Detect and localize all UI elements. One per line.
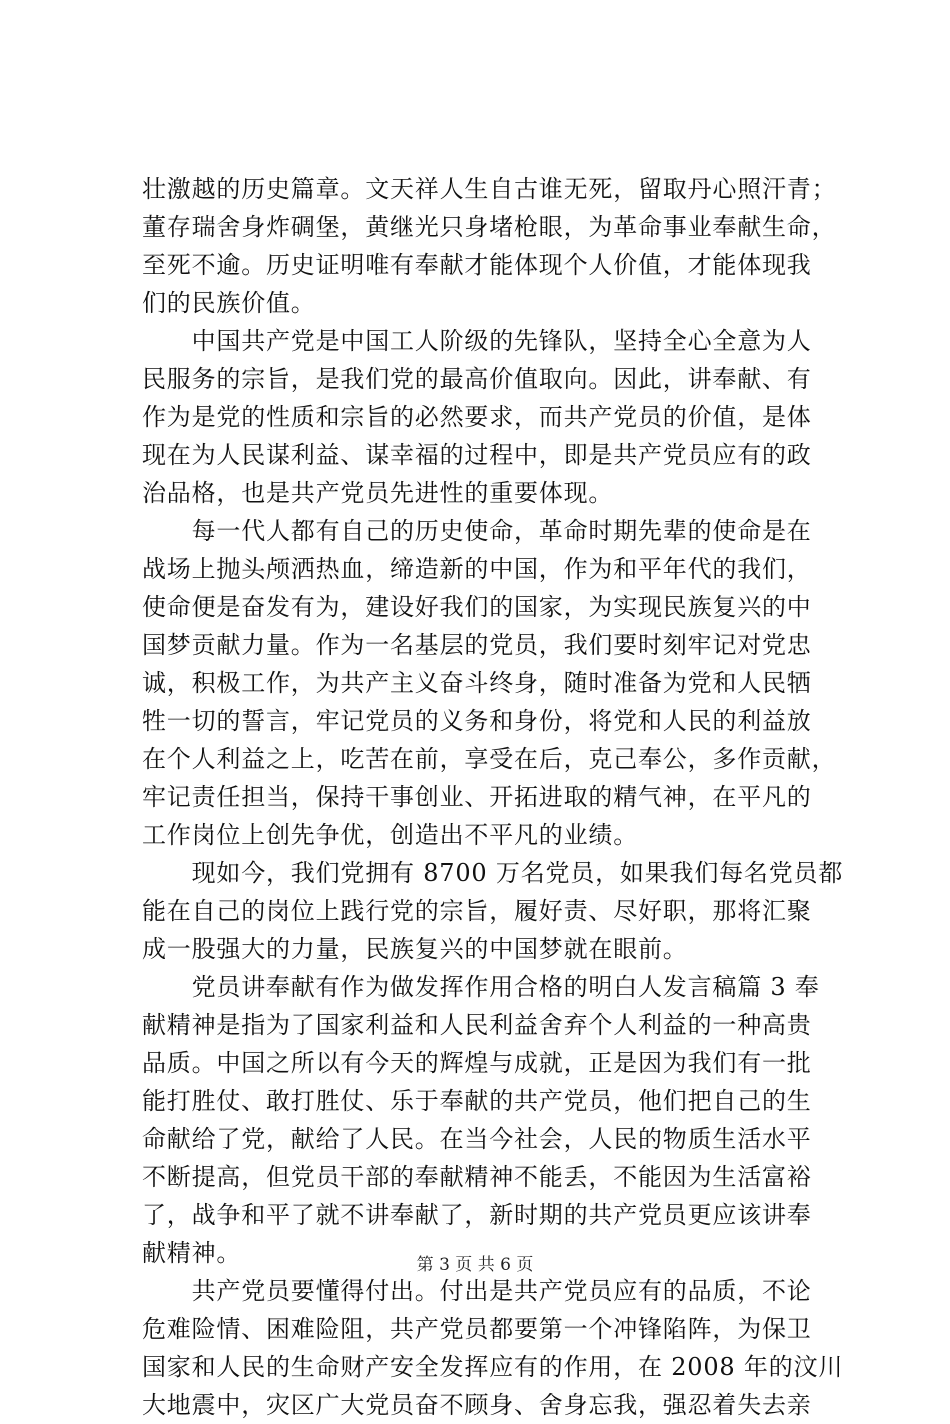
text-line: 使命便是奋发有为，建设好我们的国家，为实现民族复兴的中 (142, 593, 812, 621)
text-line: 作为是党的性质和宗旨的必然要求，而共产党员的价值，是体 (142, 403, 812, 431)
text-line: 每一代人都有自己的历史使命，革命时期先辈的使命是在 (142, 517, 812, 545)
text-line: 壮激越的历史篇章。文天祥人生自古谁无死，留取丹心照汗青； (142, 175, 837, 203)
text-line: 不断提高，但党员干部的奉献精神不能丢，不能因为生活富裕 (142, 1163, 812, 1191)
text-line: 献精神是指为了国家利益和人民利益舍弃个人利益的一种高贵 (142, 1011, 812, 1039)
text-line: 牢记责任担当，保持干事创业、开拓进取的精气神，在平凡的 (142, 783, 812, 811)
text-line: 成一股强大的力量，民族复兴的中国梦就在眼前。 (142, 935, 688, 963)
text-line: 共产党员要懂得付出。付出是共产党员应有的品质，不论 (142, 1277, 812, 1305)
page-number: 第 3 页 共 6 页 (416, 1255, 534, 1275)
document-body (142, 170, 842, 1424)
text-line: 民服务的宗旨，是我们党的最高价值取向。因此，讲奉献、有 (142, 365, 812, 393)
text-line: 牲一切的誓言，牢记党员的义务和身份，将党和人民的利益放 (142, 707, 812, 735)
text-line: 献精神。 (142, 1239, 242, 1267)
text-line: 大地震中，灾区广大党员奋不顾身、舍身忘我，强忍着失去亲 (142, 1391, 812, 1419)
text-line: 能打胜仗、敢打胜仗、乐于奉献的共产党员，他们把自己的生 (142, 1087, 812, 1115)
text-line: 在个人利益之上，吃苦在前，享受在后，克己奉公，多作贡献， (142, 745, 837, 773)
text-line: 国梦贡献力量。作为一名基层的党员，我们要时刻牢记对党忠 (142, 631, 812, 659)
text-line: 品质。中国之所以有今天的辉煌与成就，正是因为我们有一批 (142, 1049, 812, 1077)
text-line: 工作岗位上创先争优，创造出不平凡的业绩。 (142, 821, 638, 849)
page-footer (0, 1253, 950, 1277)
text-line: 能在自己的岗位上践行党的宗旨，履好责、尽好职，那将汇聚 (142, 897, 812, 925)
text-line: 诚，积极工作，为共产主义奋斗终身，随时准备为党和人民牺 (142, 669, 812, 697)
text-line: 国家和人民的生命财产安全发挥应有的作用，在 2008 年的汶川 (142, 1353, 844, 1381)
text-line: 们的民族价值。 (142, 289, 316, 317)
text-line: 了，战争和平了就不讲奉献了，新时期的共产党员更应该讲奉 (142, 1201, 812, 1229)
text-line: 战场上抛头颅洒热血，缔造新的中国，作为和平年代的我们， (142, 555, 812, 583)
text-line: 至死不逾。历史证明唯有奉献才能体现个人价值，才能体现我 (142, 251, 812, 279)
text-line: 危难险情、困难险阻，共产党员都要第一个冲锋陷阵，为保卫 (142, 1315, 812, 1343)
text-line: 董存瑞舍身炸碉堡，黄继光只身堵枪眼，为革命事业奉献生命， (142, 213, 837, 241)
text-line: 命献给了党，献给了人民。在当今社会，人民的物质生活水平 (142, 1125, 812, 1153)
text-line: 现在为人民谋利益、谋幸福的过程中，即是共产党员应有的政 (142, 441, 812, 469)
text-line: 党员讲奉献有作为做发挥作用合格的明白人发言稿篇 3 奉 (142, 973, 820, 1001)
text-line: 现如今，我们党拥有 8700 万名党员，如果我们每名党员都 (142, 859, 844, 887)
text-line: 中国共产党是中国工人阶级的先锋队，坚持全心全意为人 (142, 327, 812, 355)
text-line: 治品格，也是共产党员先进性的重要体现。 (142, 479, 614, 507)
